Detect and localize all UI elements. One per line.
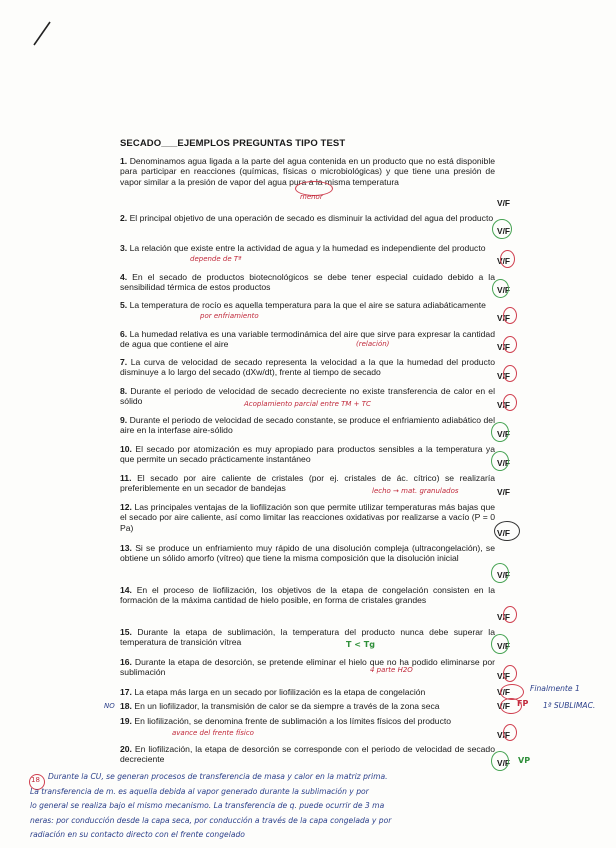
question-6: 6. La humedad relativa es una variable termodinámica del aire que sirve para expresar la cantidad de agua que contiene el aire bbox=[120, 329, 495, 350]
question-text: En liofilización, la etapa de desorción se corresponde con el periodo de velocidad de secado decreciente bbox=[120, 744, 495, 765]
note-q17-side: Finalmente 1 bbox=[530, 684, 580, 693]
answer-circle-8 bbox=[503, 394, 517, 411]
question-1: 1. Denominamos agua ligada a la parte del agua contenida en un producto que no está disponible para participar en reacciones (químicas, físicas o microbiológicas) y que tiene una presión de vapor similar a la presión de vapor del agua pura a la misma temperatura bbox=[120, 156, 496, 187]
vf-marker-16: V/F bbox=[497, 671, 511, 681]
answer-circle-12 bbox=[494, 521, 520, 541]
note-menor: menor bbox=[300, 193, 323, 201]
question-11: 11. El secado por aire caliente de cristales (por ej. cristales de ác. cítrico) se realizaría preferiblemente en un secador de bandejas bbox=[120, 473, 496, 494]
question-text: En el secado de productos biotecnológicos se debe tener especial cuidado debido a la sensibilidad térmica de estos productos bbox=[120, 272, 495, 293]
vf-marker-1: V/F bbox=[497, 198, 511, 208]
question-text: El secado por aire caliente de cristales (por ej. cristales de ác. cítrico) se realizaría preferiblemente en un secador de bandejas bbox=[120, 473, 496, 494]
question-text: La curva de velocidad de secado representa la velocidad a la que la humedad del producto disminuye a lo largo del secado (dXw/dt), frente al tiempo de secado bbox=[120, 357, 496, 378]
vf-marker-14: V/F bbox=[497, 612, 511, 622]
question-text: Si se produce un enfriamiento muy rápido de una disolución compleja (ultracongelación), se obtiene un sólido amorfo (vítreo) que tiene la misma composición que la disolución inicial bbox=[120, 543, 495, 564]
question-text: La humedad relativa es una variable termodinámica del aire que sirve para expresar la cantidad de agua que contiene el aire bbox=[120, 329, 495, 350]
question-4: 4. En el secado de productos biotecnológicos se debe tener especial cuidado debido a la sensibilidad térmica de estos productos bbox=[120, 272, 495, 293]
answer-circle-20 bbox=[491, 751, 509, 771]
answer-circle-6 bbox=[503, 336, 517, 353]
answer-circle-16 bbox=[503, 665, 517, 682]
question-text: Durante el periodo de velocidad de secado constante, se produce el enfriamiento adiabático del aire en la interfase aire-sólido bbox=[120, 415, 495, 436]
vf-marker-19: V/F bbox=[497, 730, 511, 740]
vf-marker-6: V/F bbox=[497, 342, 511, 352]
question-text: Durante la etapa de sublimación, la temperatura del producto nunca debe superar la temperatura de transición vítrea bbox=[120, 627, 495, 648]
vf-marker-2: V/F bbox=[497, 226, 511, 236]
question-text: La temperatura de rocío es aquella temperatura para la que el aire se satura adiabáticamente bbox=[129, 300, 486, 310]
question-text: En liofilización, se denomina frente de sublimación a los límites físicos del producto bbox=[134, 716, 452, 726]
question-15: 15. Durante la etapa de sublimación, la temperatura del producto nunca debe superar la temperatura de transición vítrea bbox=[120, 627, 495, 648]
pen-slash-mark bbox=[30, 20, 52, 48]
vf-marker-17: V/F bbox=[497, 687, 511, 697]
note-q5: por enfriamiento bbox=[200, 312, 259, 320]
vf-marker-3: V/F bbox=[497, 256, 511, 266]
answer-circle-10 bbox=[491, 451, 509, 471]
answer-circle-5 bbox=[503, 307, 517, 324]
vf-marker-15: V/F bbox=[497, 641, 511, 651]
note-q15: T < Tg bbox=[346, 640, 375, 649]
vf-marker-9: V/F bbox=[497, 429, 511, 439]
answer-circle-15 bbox=[491, 634, 509, 654]
note-q3: depende de Tª bbox=[190, 255, 242, 263]
question-text: El secado por atomización es muy apropiado para productos sensibles a la temperatura ya que permite un secado prácticamente instantáneo bbox=[120, 444, 495, 465]
note-q6: (relación) bbox=[356, 340, 390, 348]
answer-circle-13 bbox=[491, 563, 509, 583]
question-9: 9. Durante el periodo de velocidad de secado constante, se produce el enfriamiento adiabático del aire en la interfase aire-sólido bbox=[120, 415, 495, 436]
vf-marker-20: V/F bbox=[497, 758, 511, 768]
answer-circle-7 bbox=[503, 365, 517, 382]
question-text: La relación que existe entre la actividad de agua y la humedad es independiente del producto bbox=[129, 243, 486, 253]
answer-circle-3 bbox=[500, 250, 515, 268]
question-text: Durante la etapa de desorción, se pretende eliminar el hielo que no ha podido eliminarse por sublimación bbox=[120, 657, 496, 678]
question-8: 8. Durante el periodo de velocidad de secado decreciente no existe transferencia de calor en el sólido bbox=[120, 386, 495, 407]
question-5: 5. La temperatura de rocío es aquella temperatura para la que el aire se satura adiabáticamente bbox=[120, 300, 486, 310]
question-13: 13. Si se produce un enfriamiento muy rápido de una disolución compleja (ultracongelación), se obtiene un sólido amorfo (vítreo) que tiene la misma composición que la disolución inicial bbox=[120, 543, 495, 564]
question-14: 14. En el proceso de liofilización, los objetivos de la etapa de congelación consisten en la formación de la máxima cantidad de hielo posible, en forma de cristales grandes bbox=[120, 585, 495, 606]
footer-handwritten-note bbox=[30, 770, 605, 843]
answer-circle-14 bbox=[503, 606, 517, 623]
vf-marker-4: V/F bbox=[497, 285, 511, 295]
question-text: Durante el periodo de velocidad de secado decreciente no existe transferencia de calor en el sólido bbox=[120, 386, 495, 407]
answer-circle-19 bbox=[503, 724, 517, 741]
note-q18-left: NO bbox=[104, 702, 115, 710]
footer-line: lo general se realiza bajo el mismo mecanismo. La transferencia de q. puede ocurrir de 3 ma bbox=[30, 801, 385, 811]
question-16: 16. Durante la etapa de desorción, se pretende eliminar el hielo que no ha podido eliminarse por sublimación bbox=[120, 657, 496, 678]
note-q8: Acoplamiento parcial entre TM + TC bbox=[244, 400, 371, 408]
vf-marker-12: V/F bbox=[497, 528, 511, 538]
answer-circle-9 bbox=[491, 422, 509, 442]
question-19: 19. En liofilización, se denomina frente de sublimación a los límites físicos del producto bbox=[120, 716, 452, 726]
question-text: En el proceso de liofilización, los objetivos de la etapa de congelación consisten en la formación de la máxima cantidad de hielo posible, en forma de cristales grandes bbox=[120, 585, 495, 606]
answer-circle-4 bbox=[492, 279, 509, 298]
question-text: En un liofilizador, la transmisión de calor se da siempre a través de la zona seca bbox=[134, 701, 440, 711]
note-q18-side: 1ª SUBLIMAC. bbox=[543, 701, 596, 710]
vf-marker-10: V/F bbox=[497, 458, 511, 468]
question-2: 2. El principal objetivo de una operación de secado es disminuir la actividad del agua del producto bbox=[120, 213, 494, 223]
footer-number: 18 bbox=[31, 776, 40, 784]
question-18: 18. En un liofilizador, la transmisión de calor se da siempre a través de la zona seca bbox=[120, 701, 440, 711]
question-text: El principal objetivo de una operación de secado es disminuir la actividad del agua del producto bbox=[129, 213, 494, 223]
answer-circle-18 bbox=[500, 698, 522, 714]
vf-marker-8: V/F bbox=[497, 400, 511, 410]
note-q20-vp: VP bbox=[518, 756, 531, 765]
question-17: 17. La etapa más larga en un secado por liofilización es la etapa de congelación bbox=[120, 687, 426, 697]
vf-marker-7: V/F bbox=[497, 371, 511, 381]
footer-line: radiación en su contacto directo con el frente congelado bbox=[30, 830, 245, 840]
answer-circle-2 bbox=[492, 219, 512, 239]
question-10: 10. El secado por atomización es muy apropiado para productos sensibles a la temperatura ya que permite un secado prácticamente instantáneo bbox=[120, 444, 495, 465]
page-title: SECADO___EJEMPLOS PREGUNTAS TIPO TEST bbox=[120, 138, 346, 149]
vf-marker-11: V/F bbox=[497, 487, 511, 497]
footer-line: La transferencia de m. es aquella debida al vapor generado durante la sublimación y por bbox=[30, 786, 369, 796]
footer-line: neras: por conducción desde la capa seca, por conducción a través de la capa congelada y por bbox=[30, 815, 392, 825]
question-text: Denominamos agua ligada a la parte del agua contenida en un producto que no está disponible para participar en reacciones (químicas, físicas o microbiológicas) y que tiene una presión de vapor similar a la presión de vapor del agua pura a la misma temperatura bbox=[120, 156, 496, 187]
question-12: 12. Las principales ventajas de la liofilización son que permite utilizar temperaturas más bajas que el secado por aire caliente, así como limitar las reacciones oxidativas por realizarse a vacío (P = 0 Pa) bbox=[120, 502, 496, 533]
question-7: 7. La curva de velocidad de secado representa la velocidad a la que la humedad del producto disminuye a lo largo del secado (dXw/dt), frente al tiempo de secado bbox=[120, 357, 496, 378]
vf-marker-18: V/F bbox=[497, 701, 511, 711]
footer-line: Durante la CU, se generan procesos de transferencia de masa y calor en la matriz prima. bbox=[48, 772, 388, 781]
question-20: 20. En liofilización, la etapa de desorción se corresponde con el periodo de velocidad de secado decreciente bbox=[120, 744, 495, 765]
question-3: 3. La relación que existe entre la actividad de agua y la humedad es independiente del producto bbox=[120, 243, 486, 253]
vf-marker-13: V/F bbox=[497, 570, 511, 580]
note-q11: lecho → mat. granulados bbox=[372, 487, 459, 495]
note-q18-fp: FP bbox=[517, 699, 529, 708]
question-text: La etapa más larga en un secado por liofilización es la etapa de congelación bbox=[134, 687, 426, 697]
vf-marker-5: V/F bbox=[497, 313, 511, 323]
question-text: Las principales ventajas de la liofilización son que permite utilizar temperaturas más bajas que el secado por aire caliente, así como limitar las reacciones oxidativas por realizarse a vacío (P = 0 Pa) bbox=[120, 502, 496, 533]
note-q16: 4 parte H2O bbox=[370, 666, 413, 674]
note-q19: avance del frente físico bbox=[172, 729, 254, 737]
